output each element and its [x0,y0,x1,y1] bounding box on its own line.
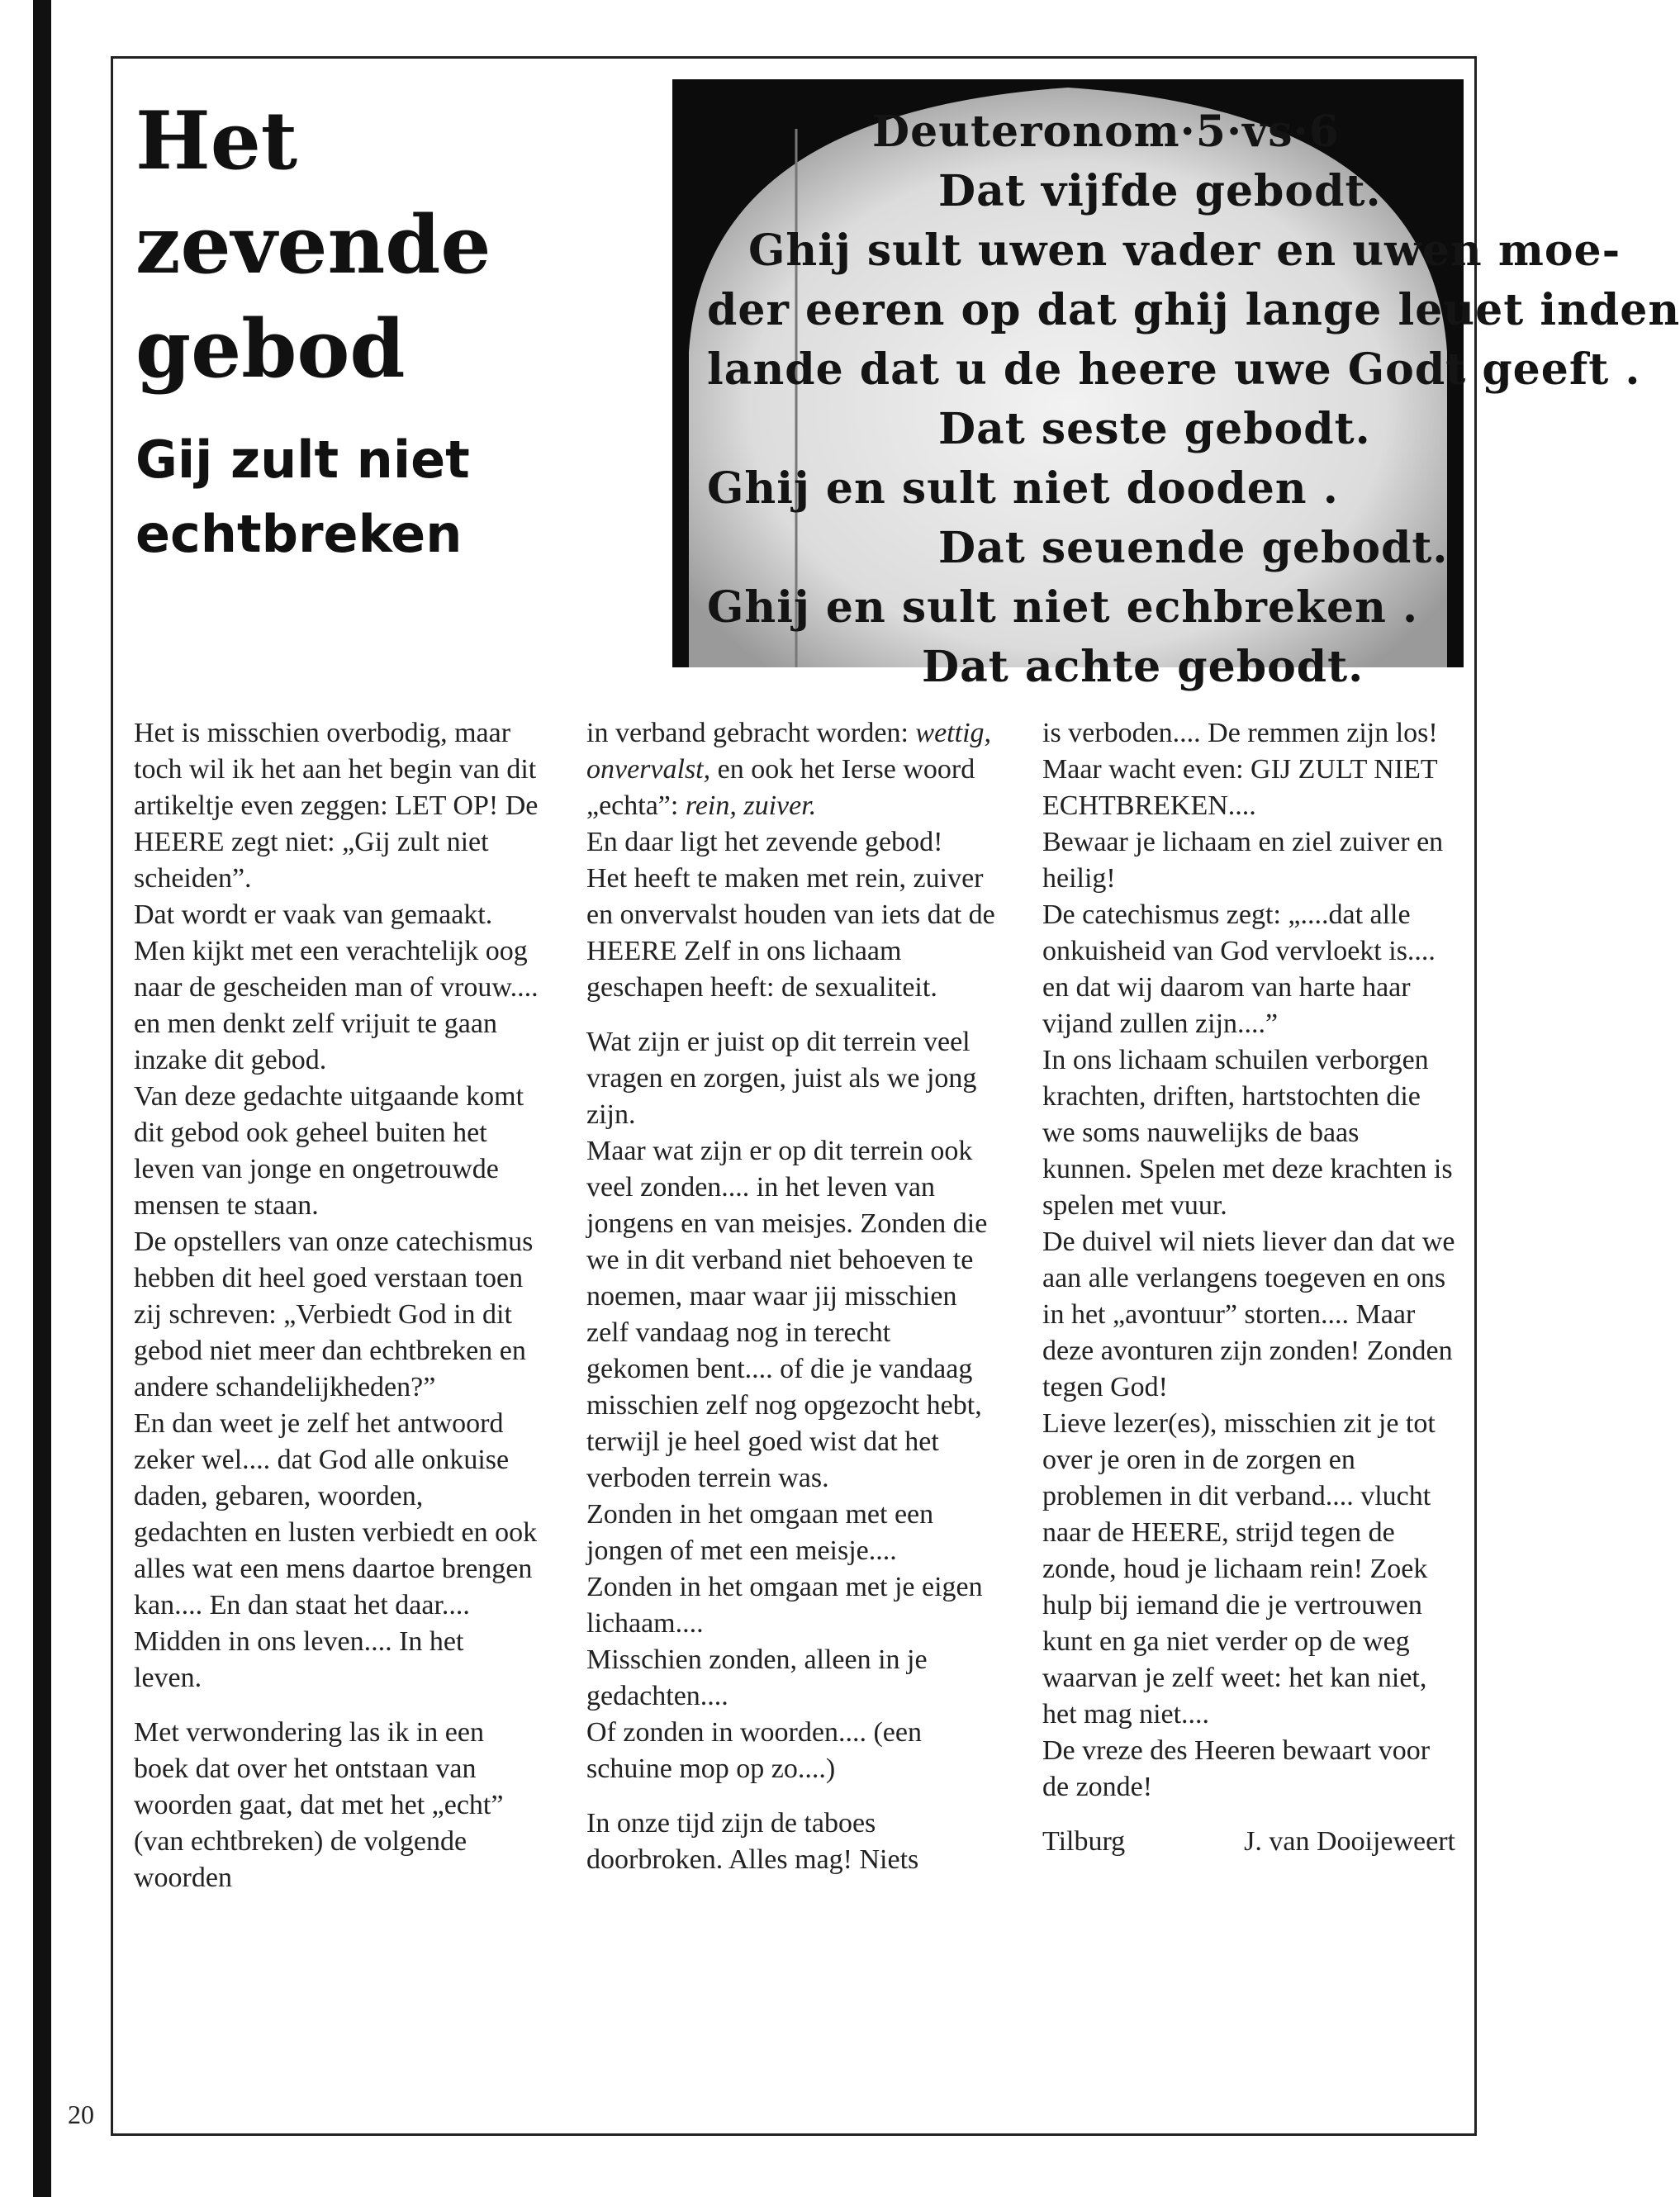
photo-line: Dat achte gebodt. [922,642,1364,692]
text-column-2 [586,715,999,1878]
text-column-3 [1042,715,1455,1860]
text-run: en ook het Ierse woord „echta”: [586,754,975,821]
paragraph: Dat wordt er vaak van gemaakt. Men kijkt met een verachtelijk oog naar de gescheiden man of vrouw.... en men denkt zelf vrijuit te gaan inzake dit gebod. [134,899,539,1075]
place-name: Tilburg [1042,1826,1126,1857]
paragraph: Wat zijn er juist op dit terrein veel vragen en zorgen, juist als we jong zijn. [586,1027,977,1130]
commandments-photo [672,79,1680,692]
gothic-text [707,102,1680,697]
paragraph: Het heeft te maken met rein, zuiver en onvervalst houden van iets dat de HEERE Zelf in ons lichaam geschapen heeft: de sexualiteit. [586,863,995,1003]
paragraph: Zonden in het omgaan met een jongen of met een meisje.... [586,1499,934,1566]
paragraph: Het is misschien overbodig, maar toch wil ik het aan het begin van dit artikeltje even zeggen: LET OP! De HEERE zegt niet: „Gij zult niet scheiden”. [134,718,539,894]
paragraph: Lieve lezer(es), misschien zit je tot over je oren in de zorgen en problemen in dit verband.... vlucht naar de HEERE, strijd tegen de zonde, houd je lichaam rein! Zoek hulp bij iemand die je vertrouwen kunt en ga niet verder op de weg waarvan je zelf weet: het kan niet, het mag niet.... [1042,1408,1436,1730]
paragraph: In ons lichaam schuilen verborgen krachten, driften, hartstochten die we soms nauwelijks de baas kunnen. Spelen met deze krachten is spelen met vuur. [1042,1045,1453,1221]
paragraph: Maar wacht even: GIJ ZULT NIET ECHTBREKEN.... [1042,754,1438,821]
photo-line: lande dat u de heere uwe Godt geeft . [707,344,1641,395]
paragraph: En daar ligt het zevende gebod! [586,827,943,857]
page-edge-bar [33,0,51,2197]
emphasis-text: wettig, onvervalst, [586,718,992,785]
paragraph: De vreze des Heeren bewaart voor de zonde! [1042,1735,1431,1802]
paragraph: Met verwondering las ik in een boek dat over het ontstaan van woorden gaat, dat met het „echt” (van echtbreken) de volgende woorden [134,1717,504,1893]
signature-line [1042,1824,1455,1860]
paragraph: De opstellers van onze catechismus hebben dit heel goed verstaan toen zij schreven: „Verbiedt God in dit gebod niet meer dan echtbreken en andere schandelijkheden?” [134,1227,534,1402]
photo-line: Dat seste gebodt. [938,404,1371,454]
photo-line: Ghij sult uwen vader en uwen moe- [748,225,1621,276]
photo-line: Dat seuende gebodt. [938,523,1449,573]
paragraph: Bewaar je lichaam en ziel zuiver en heilig! [1042,827,1444,894]
page-number: 20 [68,2100,94,2129]
photo-line: der eeren op dat ghij lange leuet inden [707,285,1680,335]
paragraph: De catechismus zegt: „....dat alle onkuisheid van God vervloekt is.... en dat wij daarom van harte haar vijand zullen zijn....” [1042,899,1436,1039]
text-column-1 [134,715,539,1896]
paragraph: Misschien zonden, alleen in je gedachten.... [586,1644,928,1711]
photo-line: Ghij en sult niet echbreken . [707,582,1419,633]
paragraph [586,715,999,824]
paragraph: Zonden in het omgaan met je eigen lichaam.... [586,1572,983,1639]
paragraph: In onze tijd zijn de taboes doorbroken. Alles mag! Niets [586,1808,919,1875]
paragraph: De duivel wil niets liever dan dat we aan alle verlangens toegeven en ons in het „avontuur” storten.... Maar deze avonturen zijn zonden! Zonden tegen God! [1042,1227,1455,1402]
text-run: in verband gebracht worden: [586,718,909,748]
emphasis-text: rein, zuiver. [685,790,817,821]
photo-line: Dat vijfde gebodt. [938,166,1382,216]
paragraph: Of zonden in woorden.... (een schuine mop op zo....) [586,1717,922,1784]
paragraph: Van deze gedachte uitgaande komt dit gebod ook geheel buiten het leven van jonge en ongetrouwde mensen te staan. [134,1081,524,1221]
paragraph: is verboden.... De remmen zijn los! [1042,718,1438,748]
author-name: J. van Dooijeweert [1244,1826,1455,1857]
photo-line: Ghij en sult niet dooden . [707,463,1339,514]
paragraph: Maar wat zijn er op dit terrein ook veel zonden.... in het leven van jongens en van meisjes. Zonden die we in dit verband niet behoeven te noemen, maar waar jij misschien zelf vandaag nog in terecht gekomen bent.... of die je vandaag misschien zelf nog opgezocht hebt, terwijl je heel goed wist dat het verboden terrein was. [586,1136,988,1493]
photo-line: Deuteronom·5·vs·6 [872,107,1340,157]
article-subtitle: Gij zult niet echtbreken [135,429,470,564]
article-title: Het zevende gebod [135,94,491,396]
paragraph: En dan weet je zelf het antwoord zeker wel.... dat God alle onkuise daden, gebaren, woorden, gedachten en lusten verbiedt en ook alles wat een mens daartoe brengen kan.... En dan staat het daar.... Midden in ons leven.... In het leven. [134,1408,538,1693]
